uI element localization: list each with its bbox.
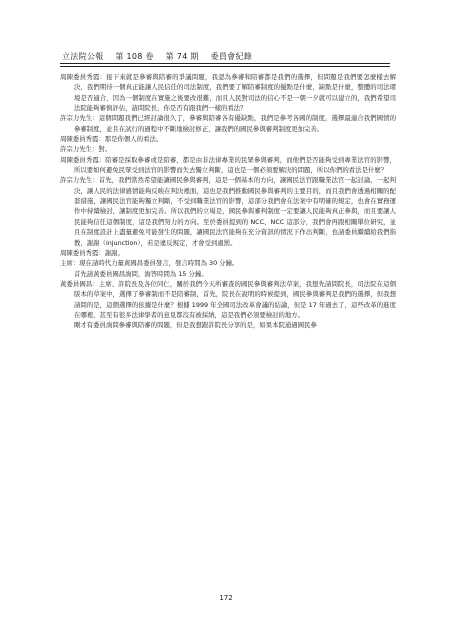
transcript-paragraph: 周陳委員秀霞：接下來就是參審與陪審的爭議問題，我認為參審和陪審都是我們的選擇，但問題是我們要怎麼樣去解決，我們期待一個真正能讓人民信任的司法制度，我們要了解陪審制度的優點是什麼，缺點是什麼，整體的司法環境是否適合，因為一個制度在實施之後要改很難，而且人民對司法的信心不是一朝一夕就可以建立的，我們希望司法院能夠審慎評估，請問院長，你是否有跟我們一樣的看法？ (60, 73, 396, 113)
transcript-paragraph: 許宗力先生：首先，我們當然希望能讓國民參與審判，這是一個基本的方向，讓國民法官跟職業法官一起討論、一起判決，讓人民的法律感情能夠反映在判決裡面，這也是我們推動國民參與審判的主要目的，而且我們會透過相關的配套措施，讓國民法官能夠獨立判斷，不受到職業法官的影響，這部分我們會在法案中有明確的規定，也會在實務運作中持續檢討，讓制度更加完善。所以我們的立場是，國民參與審判制度一定要讓人民能夠真正參與，而且要讓人民能夠信任這個制度，這是我們努力的方向。至於委員提到的 NCC、NCC 這部分，我們會再跟相關單位研究，並且在制度設計上盡量避免可能發生的問題，讓國民法官能夠在充分資訊的情況下作出判斷，也請委員繼續給我們指教，謝謝（injunction），若是違反規定，才會受到處罰。 (60, 176, 396, 247)
volume-number: 第 108 卷 (115, 52, 154, 61)
transcript-paragraph: 周陳委員秀霞：那是你個人的看法。 (60, 135, 163, 144)
page-header (62, 51, 261, 62)
transcript-paragraph: 周陳委員秀霞：陪審是採取參審或是陪審，都是由非法律專業的民眾參與審判，而他們是否能夠受到專業法官的影響，所以要如何避免民眾受到法官的影響而失去獨立判斷，這也是一個必須要解決的問題，所以你們的看法是什麼？ (60, 155, 396, 175)
transcript-paragraph: 主席：現在請時代力量黃國昌委員發言，發言時間為 30 分鐘。 (60, 259, 239, 268)
transcript-paragraph: 剛才有委員詢問參審與陪審的問題，但是我想跟許院長分享的是，如果本院通過國民參 (74, 321, 317, 330)
publication-name: 立法院公報 (62, 52, 104, 61)
transcript-paragraph: 許宗力先生：對。 (60, 145, 112, 154)
transcript-paragraph: 許宗力先生：這個問題我們已經討論很久了，參審與陪審各有優缺點，我們是參考各國的制度，選擇最適合我們國情的參審制度，並且在試行的過程中不斷地檢討修正，讓我們的國民參與審判制度更加完善。 (60, 114, 396, 133)
transcript-paragraph: 黃委員國昌：主席、許院長及各位同仁，關於我們今天所審查的國民參與審判法草案，我想先請問院長，司法院在這個版本的草案中，選擇了參審制而不是陪審制，首先，院長在說明的時候提到，國民參與審判是我們的選擇，但我想請問的是，這個選擇的依據是什麼？根據 1999 年全國司法改革會議的結論，但是 17 年過去了，這些改革的進度在哪裡，甚至有很多法律學者的意見都沒有被採納，這是我們必須要檢討的地方。 (60, 279, 396, 319)
header-rule-bottom (60, 66, 390, 67)
transcript-body (60, 72, 396, 331)
header-rule-top (60, 63, 390, 64)
transcript-paragraph: 周陳委員秀霞：謝謝。 (60, 248, 124, 257)
issue-number: 第 74 期 (165, 52, 199, 61)
section-name: 委員會紀錄 (210, 52, 253, 61)
transcript-paragraph: 首先請黃委員國昌詢問，詢答時間為 15 分鐘。 (74, 269, 208, 278)
page-number: 172 (219, 594, 233, 602)
